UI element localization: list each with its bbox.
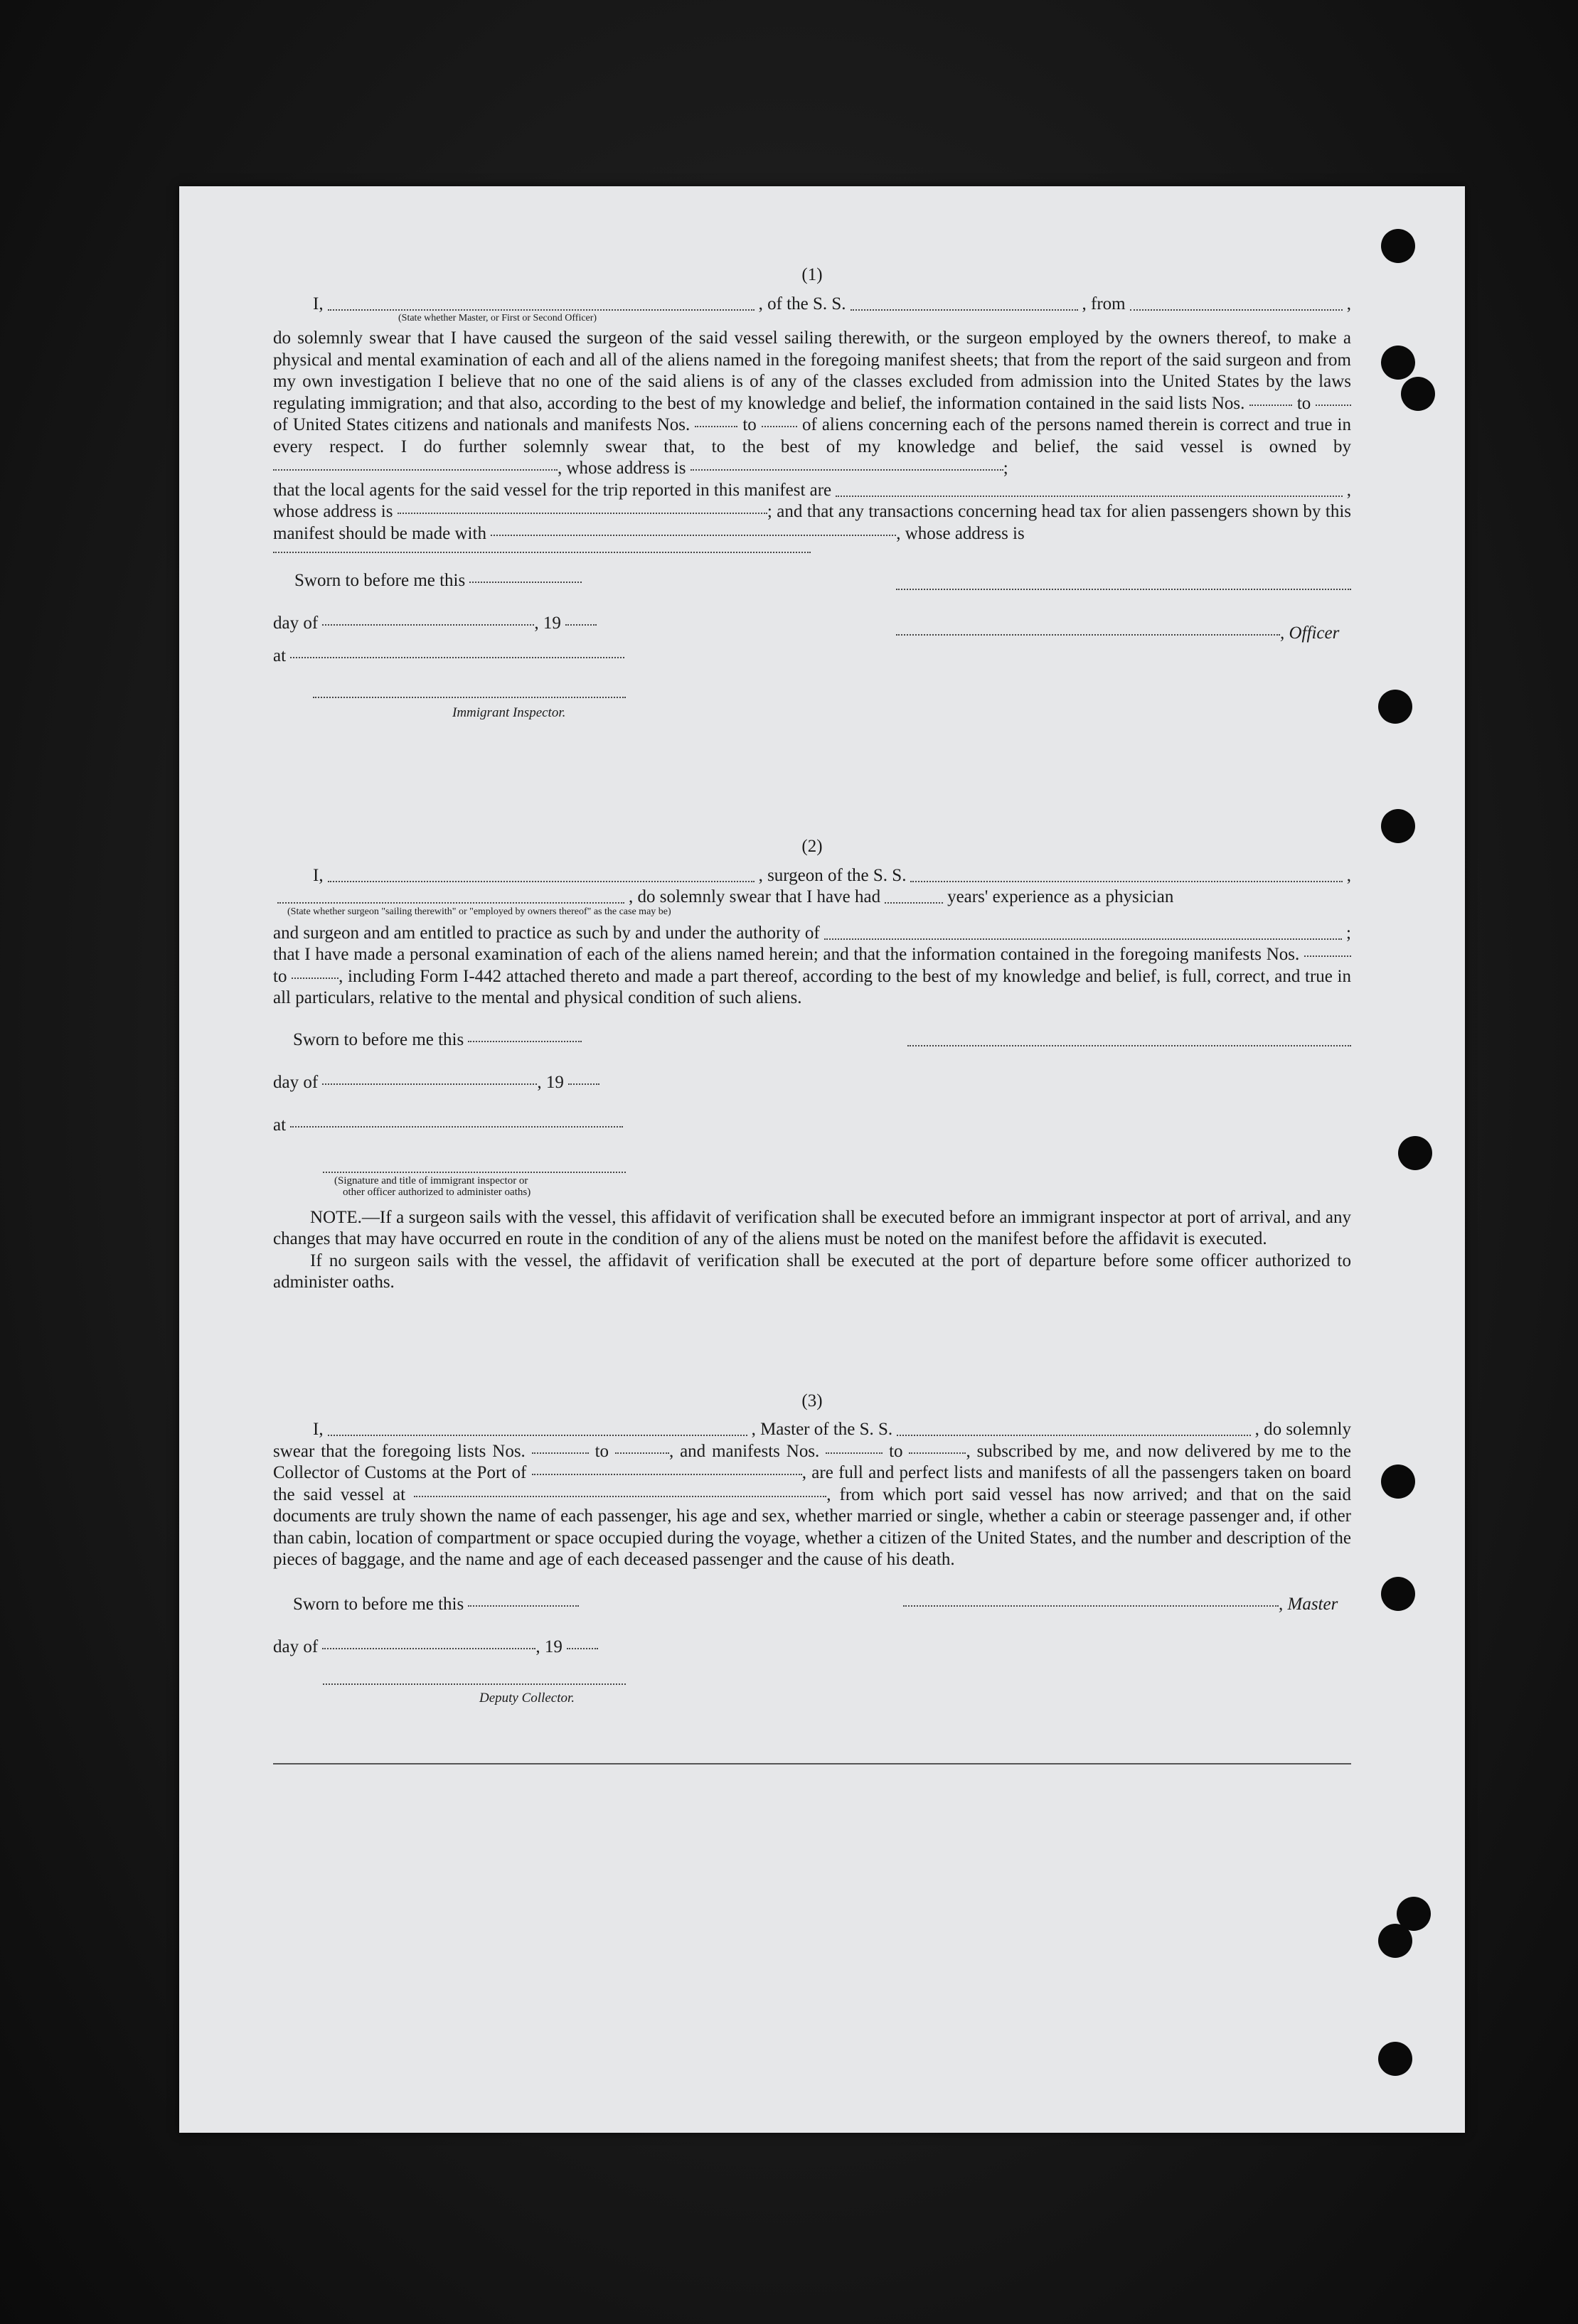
label-do-solemnly-swear: , do solemnly swear that I have had (629, 887, 881, 906)
section-2-line-1 (273, 865, 1351, 887)
label-do-solemnly: , do solemnly (1254, 1420, 1351, 1439)
authority-field[interactable] (824, 938, 1342, 940)
inspector-signature-line[interactable] (323, 1172, 626, 1173)
deputy-caption: Deputy Collector. (479, 1690, 575, 1705)
oath-text-6: ; and that any transactions concerning head tax for alien passengers shown by this manifest should be made with (273, 502, 1351, 543)
section-3-line-1 (273, 1419, 1351, 1441)
master-signature-row (903, 1594, 1338, 1616)
owner-field[interactable] (273, 469, 558, 471)
year-field[interactable] (567, 1648, 598, 1649)
local-agents-field[interactable] (836, 496, 1343, 497)
master-name-field[interactable] (328, 1435, 747, 1436)
manifests-from-field[interactable] (695, 426, 737, 427)
section-number: (2) (801, 837, 823, 856)
oath-text-5: whose address is (273, 502, 393, 521)
departure-port-field[interactable] (1130, 309, 1343, 311)
officer-signature-row (896, 623, 1339, 645)
label-to: to (889, 1441, 903, 1461)
punch-hole (1398, 1136, 1432, 1170)
local-agents-row (273, 480, 1351, 502)
section-2-jurat (273, 1029, 1351, 1227)
manifests-to-field[interactable] (909, 1452, 966, 1454)
label-surgeon-of-ss: , surgeon of the S. S. (758, 865, 907, 885)
semicolon: ; (1003, 459, 1008, 478)
note-text-2: If no surgeon sails with the vessel, the affidavit of verification shall be executed at the port of departure before some officer authorized to administer oaths. (273, 1251, 1351, 1292)
year-field[interactable] (565, 624, 597, 626)
punch-hole (1381, 1577, 1415, 1611)
comma: , (1346, 865, 1351, 885)
vessel-name-field[interactable] (851, 309, 1078, 311)
section-1 (273, 264, 1351, 756)
vessel-name-field[interactable] (897, 1435, 1250, 1436)
punch-hole (1378, 2042, 1412, 2076)
oath-text-3: , subscribed by me, and now delivered by me to the Collector of Customs at the Port of (273, 1441, 1351, 1482)
note-text-1: —If a surgeon sails with the vessel, this affidavit of verification shall be executed before an immigrant inspector at port of arrival, and any changes that may have occurred en route in the condition of any of the aliens must be noted on the manifest before the affidavit is executed. (273, 1207, 1351, 1248)
lists-to-field[interactable] (1316, 405, 1351, 406)
oath-text-2: of United States citizens and nationals and manifests Nos. (273, 415, 691, 434)
oath-text-4: that the local agents for the said vessel for the trip reported in this manifest are (273, 480, 832, 500)
officer-signature-field[interactable] (896, 634, 1280, 636)
signature-caption-1: (Signature and title of immigrant inspector or (334, 1174, 528, 1187)
oath-text-7: , whose address is (896, 523, 1025, 543)
year-field[interactable] (568, 1083, 599, 1085)
label-officer: , Officer (1280, 623, 1340, 643)
label-to: to (742, 415, 757, 434)
day-row (273, 1072, 599, 1094)
day-field[interactable] (322, 1648, 535, 1649)
surgeon-signature-line[interactable] (907, 1045, 1351, 1046)
head-tax-address-field[interactable] (273, 552, 811, 553)
oath-text-5: , from which port said vessel has now arrived; and that on the said documents are truly shown the name of each passenger, his age and sex, whether married or single, whether a cabin or steerage passenger and, if other than cabin, location of compartment or space occupied during the voyage, whether a citizen of the United States, and the number and description of the pieces of baggage, and the name and age of each deceased passenger and the cause of his death. (273, 1484, 1352, 1569)
label-i: I, (313, 294, 324, 314)
label-sworn: Sworn to before me this (293, 1029, 464, 1049)
manifest-affidavit-page (179, 186, 1465, 2133)
day-row (273, 613, 597, 635)
oath-text-2: that I have made a personal examination of each of the aliens named herein; and that the information contained in the foregoing manifests Nos. (273, 945, 1300, 964)
label-day-of: day of (273, 1072, 319, 1092)
sworn-row (294, 570, 582, 592)
lists-from-field[interactable] (1249, 405, 1292, 406)
manifests-from-field[interactable] (826, 1452, 883, 1454)
surgeon-status-field[interactable] (277, 902, 624, 904)
officer-rank-hint: (State whether Master, or First or Second Officer) (398, 313, 597, 323)
sworn-date-field[interactable] (468, 1041, 582, 1042)
form-content (273, 264, 1351, 1765)
punch-hole (1381, 809, 1415, 843)
label-sworn: Sworn to before me this (294, 571, 466, 590)
inspector-signature-line[interactable] (313, 697, 626, 698)
port-of-field[interactable] (532, 1474, 802, 1475)
label-to: to (595, 1441, 609, 1461)
punch-hole (1381, 1464, 1415, 1499)
label-day-of: day of (273, 614, 319, 633)
label-at: at (273, 1115, 287, 1135)
punch-hole (1401, 377, 1435, 411)
surgeon-status-hint: (State whether surgeon "sailing therewith" or "employed by owners thereof" as the case may be) (287, 906, 671, 917)
label-day-of: day of (273, 1637, 319, 1656)
comma: , (1346, 294, 1351, 314)
manifests-from-field[interactable] (1304, 955, 1351, 957)
authority-text: and surgeon and am entitled to practice as such by and under the authority of (273, 923, 820, 943)
section-3 (273, 1391, 1351, 1765)
section-number: (1) (801, 265, 823, 284)
note-paragraph-2 (273, 1251, 1351, 1294)
years-experience-field[interactable] (885, 902, 943, 904)
deputy-signature-line[interactable] (323, 1683, 626, 1685)
sworn-row (293, 1594, 579, 1616)
at-place-field[interactable] (290, 1126, 623, 1128)
head-tax-text (273, 501, 1351, 545)
section-1-jurat (273, 570, 1351, 756)
label-year: , 19 (534, 614, 561, 633)
manifests-to-field[interactable] (292, 978, 338, 979)
sworn-row (293, 1029, 582, 1051)
surgeon-name-field[interactable] (328, 881, 755, 882)
punch-hole (1378, 690, 1412, 724)
section-1-oath-text (273, 328, 1351, 480)
inspector-caption: Immigrant Inspector. (452, 705, 566, 720)
lists-from-field[interactable] (532, 1452, 589, 1454)
authority-row (273, 923, 1351, 945)
section-2-oath-text (273, 944, 1351, 1010)
oath-text-4: , are full and perfect lists and manifests of all the passengers taken on board the said vessel at (273, 1463, 1352, 1504)
section-2 (273, 836, 1351, 1294)
section-3-oath-text (273, 1441, 1351, 1571)
label-of-ss: , of the S. S. (758, 294, 846, 314)
oath-text-3: , including Form I-442 attached thereto and made a part thereof, according to the best of my knowledge and belief, is full, correct, and true in all particulars, relative to the mental and physical condition of such aliens. (273, 966, 1352, 1007)
section-3-jurat (273, 1594, 1351, 1715)
label-i: I, (313, 865, 324, 885)
label-i: I, (313, 1420, 324, 1439)
oath-text-3: of aliens concerning each of the persons named therein is correct and true in every respect. I do further solemnly swear that, to the best of my knowledge and belief, the said vessel is owned by (273, 415, 1351, 456)
manifests-to-field[interactable] (762, 426, 797, 427)
label-whose-address: , whose address is (558, 459, 686, 478)
label-at: at (273, 646, 287, 665)
officer-signature-line-top[interactable] (896, 589, 1351, 590)
label-sworn: Sworn to before me this (293, 1594, 464, 1614)
bottom-rule (273, 1763, 1351, 1765)
embarkation-field[interactable] (414, 1496, 826, 1497)
at-place-field[interactable] (290, 657, 624, 658)
sworn-date-field[interactable] (468, 1605, 579, 1607)
sworn-date-field[interactable] (469, 582, 582, 583)
head-tax-party-field[interactable] (491, 535, 896, 536)
label-year: , 19 (535, 1637, 563, 1656)
label-master-of-ss: , Master of the S. S. (751, 1420, 893, 1439)
section-1-line-1 (273, 294, 1351, 316)
lists-to-field[interactable] (615, 1452, 669, 1454)
punch-hole (1381, 229, 1415, 263)
vessel-name-field[interactable] (910, 881, 1342, 882)
oath-text-2: , and manifests Nos. (668, 1441, 820, 1461)
at-row (273, 1115, 623, 1137)
day-row (273, 1637, 598, 1659)
semicolon: ; (1346, 923, 1351, 943)
punch-hole (1381, 346, 1415, 380)
note-label: NOTE. (310, 1207, 362, 1227)
oath-text-1: swear that the foregoing lists Nos. (273, 1441, 526, 1461)
label-master: , Master (1279, 1594, 1338, 1614)
label-year: , 19 (537, 1072, 564, 1092)
oath-text-1: do solemnly swear that I have caused the surgeon of the said vessel sailing therewith, or the surgeon employed by the owners thereof, to make a physical and mental examination of each and all of the aliens named in the foregoing manifest sheets; that from the report of the said surgeon and from my own investigation I believe that no one of the said aliens is of any of the classes excluded from admission into the United States by the laws regulating immigration; and that also, according to the best of my knowledge and belief, the information contained in the said lists Nos. (273, 328, 1351, 413)
master-signature-field[interactable] (903, 1605, 1279, 1607)
label-to: to (273, 966, 287, 986)
comma: , (1346, 480, 1351, 500)
section-2-line-2 (273, 887, 1351, 909)
label-years-experience: years' experience as a physician (947, 887, 1174, 906)
at-row (273, 646, 624, 668)
day-field[interactable] (322, 1083, 537, 1085)
officer-name-field[interactable] (328, 309, 755, 311)
label-to: to (1296, 393, 1311, 413)
section-number: (3) (801, 1391, 823, 1410)
punch-hole (1378, 1924, 1412, 1958)
signature-caption-2: other officer authorized to administer oaths) (343, 1186, 531, 1198)
label-from: , from (1082, 294, 1126, 314)
owner-address-field[interactable] (691, 469, 1003, 471)
day-field[interactable] (322, 624, 534, 626)
agents-address-field[interactable] (398, 513, 767, 514)
